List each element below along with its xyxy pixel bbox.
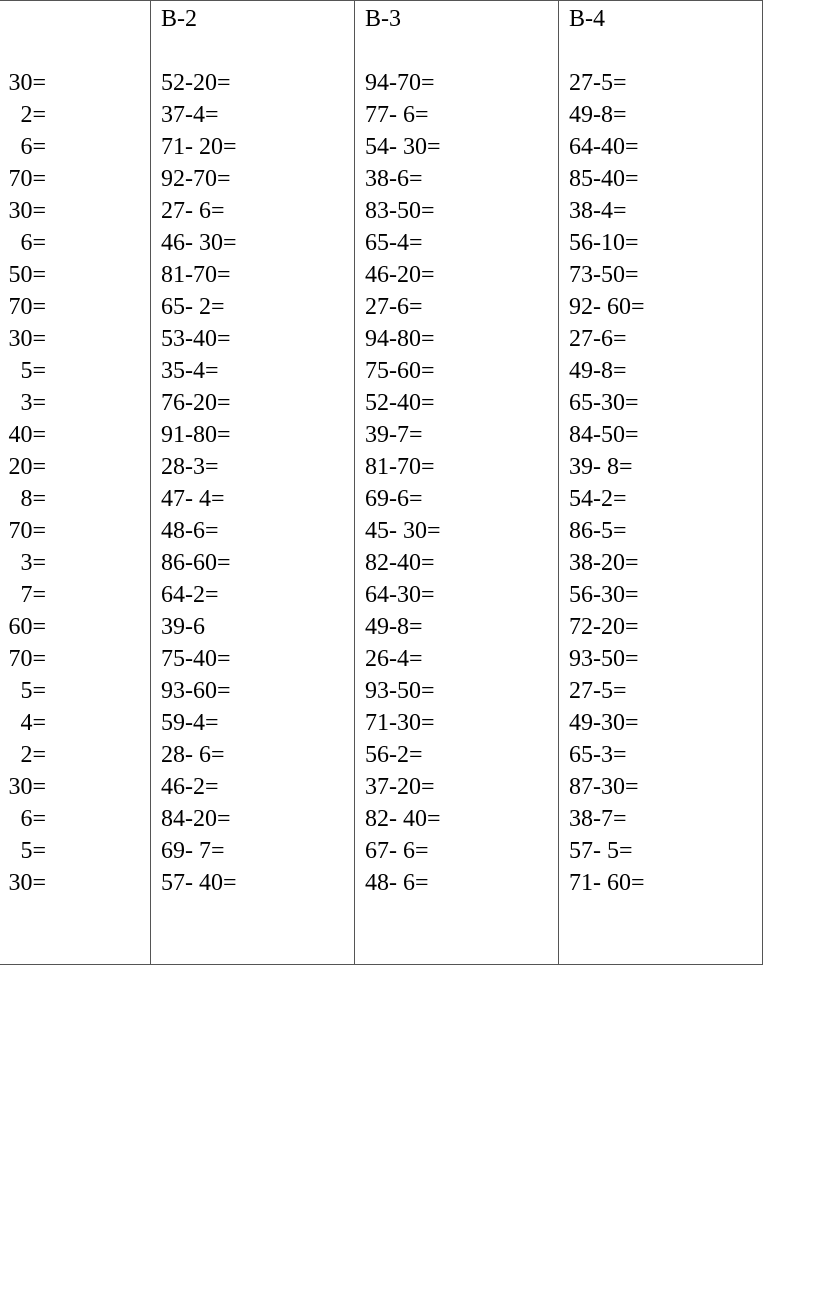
variant-column-3 (355, 1, 559, 965)
math-problem: 83-50= (365, 198, 435, 224)
math-problem: 46-2= (161, 774, 219, 800)
math-problem: 49-8= (365, 614, 423, 640)
math-problem: 48-6= (161, 518, 219, 544)
math-problem: 56-10= (569, 230, 639, 256)
math-problem: 5= (20, 838, 46, 864)
math-problem: 38-20= (569, 550, 639, 576)
math-problem: 8= (20, 486, 46, 512)
math-problem: 92- 60= (569, 294, 645, 320)
math-problem: 53-40= (161, 326, 231, 352)
math-problem: 2= (20, 742, 46, 768)
math-problem: 92-70= (161, 166, 231, 192)
math-problem: 93-50= (569, 646, 639, 672)
math-problem: 52-40= (365, 390, 435, 416)
math-problem: 85-40= (569, 166, 639, 192)
math-problem: 56-30= (569, 582, 639, 608)
worksheet-row (0, 1, 763, 965)
math-problem: 69- 7= (161, 838, 225, 864)
math-problem: 49-8= (569, 358, 627, 384)
math-problem: 65- 2= (161, 294, 225, 320)
math-problem: 35-4= (161, 358, 219, 384)
math-problem: 20= (8, 454, 46, 480)
math-problem: 72-20= (569, 614, 639, 640)
math-problem: 81-70= (365, 454, 435, 480)
math-problem: 30= (8, 326, 46, 352)
math-problem: 6= (20, 806, 46, 832)
math-problem: 69-6= (365, 486, 423, 512)
variant-heading: В-3 (365, 6, 401, 32)
math-problem: 77- 6= (365, 102, 429, 128)
math-problem: 46-20= (365, 262, 435, 288)
math-problem: 70= (8, 518, 46, 544)
math-problem: 26-4= (365, 646, 423, 672)
math-problem: 94-70= (365, 70, 435, 96)
math-problem: 38-6= (365, 166, 423, 192)
math-problem: 4= (20, 710, 46, 736)
math-problem: 5= (20, 678, 46, 704)
math-problem: 37-20= (365, 774, 435, 800)
math-problem: 59-4= (161, 710, 219, 736)
math-problem: 39-6 (161, 614, 205, 640)
math-problem: 65-3= (569, 742, 627, 768)
math-problem: 71- 20= (161, 134, 237, 160)
math-problem: 87-30= (569, 774, 639, 800)
math-problem: 57- 40= (161, 870, 237, 896)
math-problem: 82-40= (365, 550, 435, 576)
math-problem: 7= (20, 582, 46, 608)
math-problem: 54- 30= (365, 134, 441, 160)
math-problem: 93-60= (161, 678, 231, 704)
math-problem: 45- 30= (365, 518, 441, 544)
math-problem: 65-30= (569, 390, 639, 416)
math-problem: 71-30= (365, 710, 435, 736)
math-problem: 27-6= (569, 326, 627, 352)
math-problem: 82- 40= (365, 806, 441, 832)
math-problem: 71- 60= (569, 870, 645, 896)
math-problem: 3= (20, 390, 46, 416)
math-problem: 39-7= (365, 422, 423, 448)
math-problem: 28- 6= (161, 742, 225, 768)
variant-heading (0, 3, 150, 67)
variant-heading: В-2 (161, 6, 197, 32)
math-problem: 64-40= (569, 134, 639, 160)
math-problem: 75-40= (161, 646, 231, 672)
math-problem: 30= (8, 198, 46, 224)
math-problem: 5= (20, 358, 46, 384)
math-problem: 50= (8, 262, 46, 288)
math-problem: 70= (8, 646, 46, 672)
variant-heading: В-4 (569, 6, 605, 32)
math-problem: 48- 6= (365, 870, 429, 896)
math-problem: 38-4= (569, 198, 627, 224)
math-problem: 81-70= (161, 262, 231, 288)
math-problem: 84-50= (569, 422, 639, 448)
math-problem: 75-60= (365, 358, 435, 384)
math-problem: 49-30= (569, 710, 639, 736)
math-problem: 30= (8, 774, 46, 800)
math-problem: 40= (8, 422, 46, 448)
variant-column-4 (559, 1, 763, 965)
math-problem: 27-6= (365, 294, 423, 320)
math-problem: 67- 6= (365, 838, 429, 864)
math-problem: 93-50= (365, 678, 435, 704)
math-problem: 6= (20, 134, 46, 160)
math-problem: 56-2= (365, 742, 423, 768)
math-problem: 86-5= (569, 518, 627, 544)
math-problem: 73-50= (569, 262, 639, 288)
math-problem: 37-4= (161, 102, 219, 128)
math-problem: 46- 30= (161, 230, 237, 256)
math-problem: 27-5= (569, 70, 627, 96)
math-problem: 76-20= (161, 390, 231, 416)
variant-column-1 (0, 1, 151, 965)
math-problem: 47- 4= (161, 486, 225, 512)
math-problem: 30= (8, 870, 46, 896)
math-problem: 94-80= (365, 326, 435, 352)
math-problem: 30= (8, 70, 46, 96)
math-problem: 52-20= (161, 70, 231, 96)
math-problem: 49-8= (569, 102, 627, 128)
math-problem: 27-5= (569, 678, 627, 704)
math-problem: 28-3= (161, 454, 219, 480)
math-problem: 65-4= (365, 230, 423, 256)
math-problem: 70= (8, 166, 46, 192)
math-problem: 3= (20, 550, 46, 576)
math-problem: 86-60= (161, 550, 231, 576)
math-problem: 38-7= (569, 806, 627, 832)
math-problem: 57- 5= (569, 838, 633, 864)
variant-column-2 (151, 1, 355, 965)
math-problem: 60= (8, 614, 46, 640)
math-problem: 64-2= (161, 582, 219, 608)
math-problem: 84-20= (161, 806, 231, 832)
math-problem: 54-2= (569, 486, 627, 512)
math-problem: 70= (8, 294, 46, 320)
math-problem: 6= (20, 230, 46, 256)
math-problem: 64-30= (365, 582, 435, 608)
math-problem: 2= (20, 102, 46, 128)
math-problem: 27- 6= (161, 198, 225, 224)
math-problem: 39- 8= (569, 454, 633, 480)
math-problem: 91-80= (161, 422, 231, 448)
